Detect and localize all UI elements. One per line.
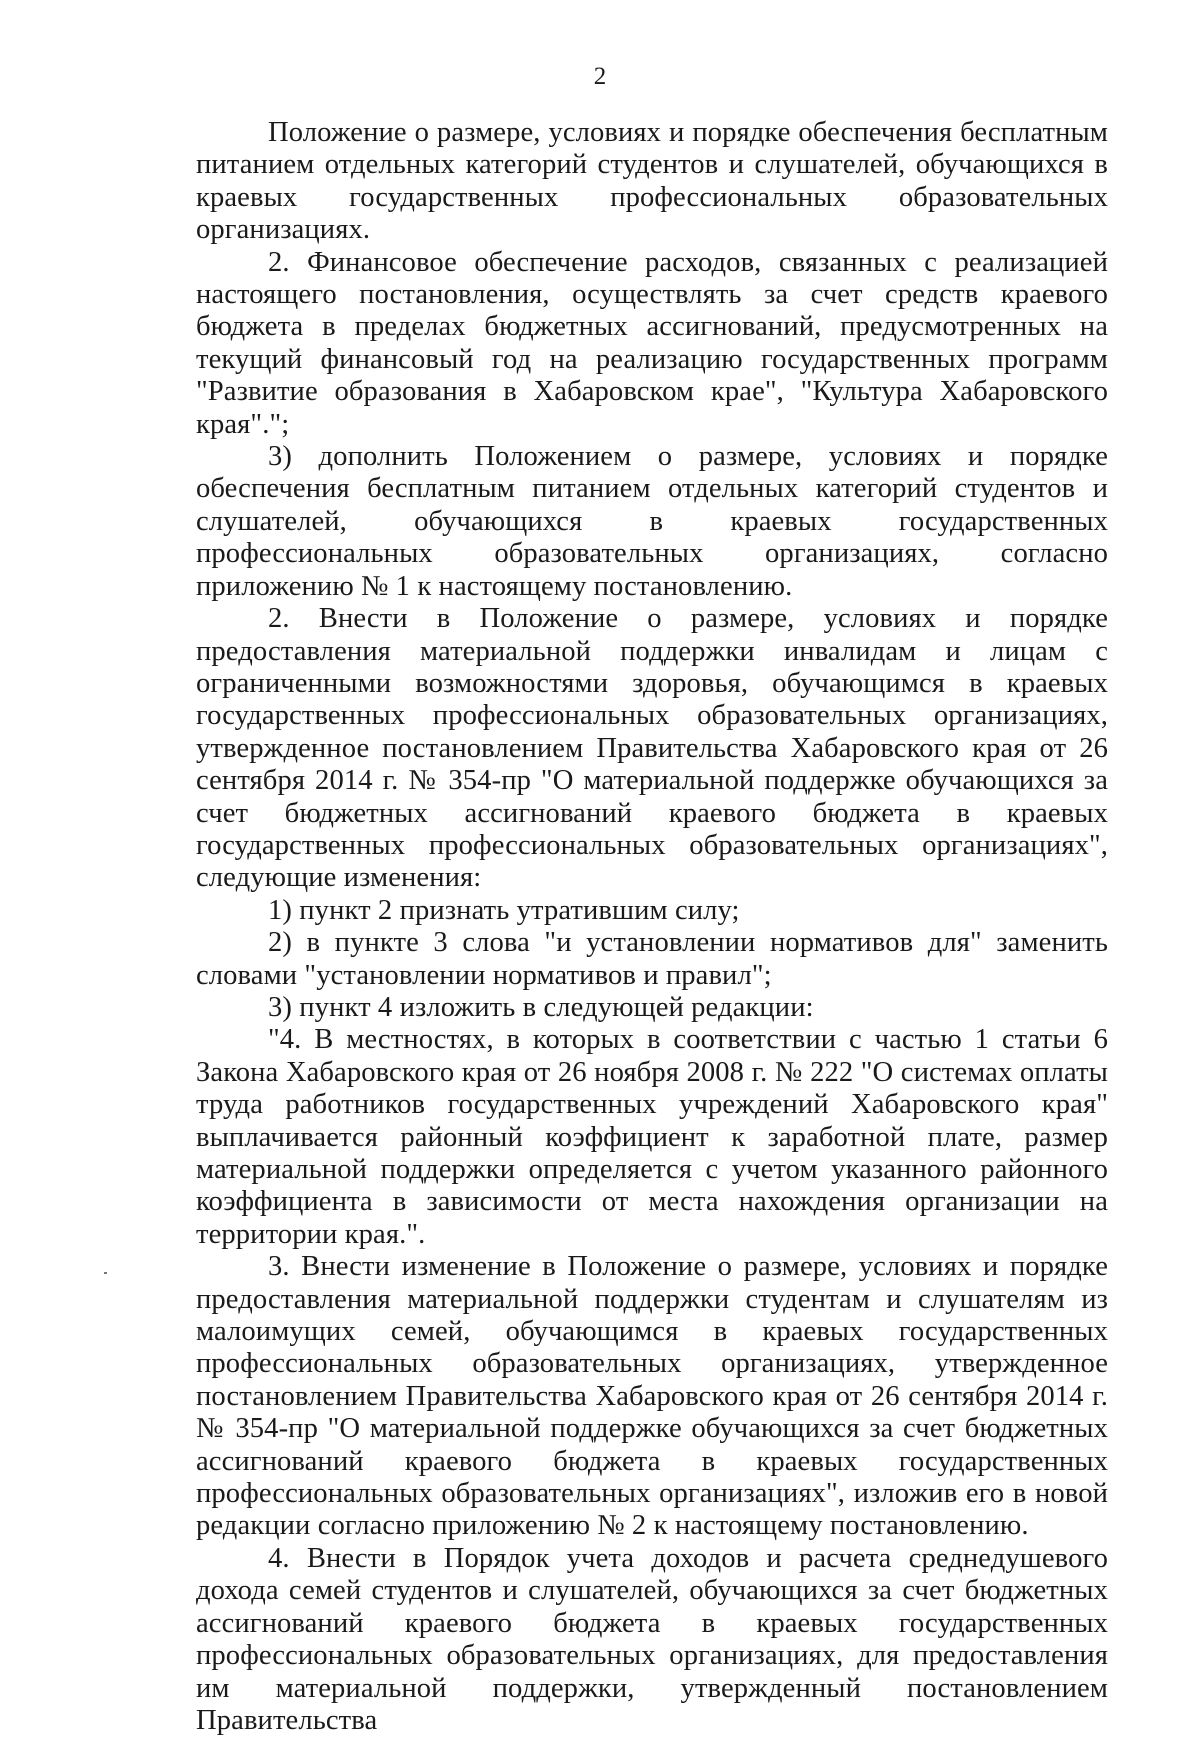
- paragraph-financing: 2. Финансовое обеспечение расходов, связанных с реализацией настоящего постановления, осуществлять за счет средств краевого бюджета в пределах бюджетных ассигнований, предусмотренных на текущий финансовый год на реализацию государственных программ "Развитие образования в Хабаровском крае", "Культура Хабаровского края".";: [196, 246, 1108, 440]
- paragraph-supplement-appendix-1: 3) дополнить Положением о размере, условиях и порядке обеспечения бесплатным питанием отдельных категорий студентов и слушателей, обучающихся в краевых государственных профессиональных образовательных организациях, согласно приложению № 1 к настоящему постановлению.: [196, 441, 1108, 602]
- paragraph-regulation-title: Положение о размере, условиях и порядке обеспечения бесплатным питанием отдельных категорий студентов и слушателей, обучающихся в краевых государственных профессиональных образовательных организациях.: [196, 117, 1108, 246]
- paragraph-item-2-amendments: 2. Внести в Положение о размере, условиях и порядке предоставления материальной поддержки инвалидам и лицам с ограниченными возможностями здоровья, обучающимся в краевых государственных профессиональных образовательных организациях, утвержденное постановлением Правительства Хабаровского края от 26 сентября 2014 г. № 354-пр "О материальной поддержке обучающихся за счет бюджетных ассигнований краевого бюджета в краевых государственных профессиональных образовательных организациях", следующие изменения:: [196, 603, 1108, 894]
- paragraph-subitem-2: 2) в пункте 3 слова "и установлении нормативов для" заменить словами "установлении нормативов и правил";: [196, 927, 1108, 991]
- paragraph-subitem-1: 1) пункт 2 признать утратившим силу;: [268, 894, 740, 926]
- scan-artifact: [104, 1272, 107, 1274]
- paragraph-new-item-4: "4. В местностях, в которых в соответствии с частью 1 статьи 6 Закона Хабаровского края от 26 ноября 2008 г. № 222 "О системах оплаты труда работников государственных учреждений Хабаровского края" выплачивается районный коэффициент к заработной плате, размер материальной поддержки определяется с учетом указанного районного коэффициента в зависимости от места нахождения организации на территории края.".: [196, 1024, 1108, 1250]
- page-number: 2: [593, 63, 607, 90]
- paragraph-subitem-3: 3) пункт 4 изложить в следующей редакции:: [268, 991, 814, 1023]
- paragraph-item-3-amendment: 3. Внести изменение в Положение о размере, условиях и порядке предоставления материальной поддержки студентам и слушателям из малоимущих семей, обучающимся в краевых государственных профессиональных образовательных организациях, утвержденное постановлением Правительства Хабаровского края от 26 сентября 2014 г. № 354-пр "О материальной поддержке обучающихся за счет бюджетных ассигнований краевого бюджета в краевых государственных профессиональных образовательных организациях", изложив его в новой редакции согласно приложению № 2 к настоящему постановлению.: [196, 1251, 1108, 1542]
- document-body: [196, 117, 1108, 1737]
- paragraph-item-4-income-order: 4. Внести в Порядок учета доходов и расчета среднедушевого дохода семей студентов и слушателей, обучающихся за счет бюджетных ассигнований краевого бюджета в краевых государственных профессиональных образовательных организациях, для предоставления им материальной поддержки, утвержденный постановлением Правительства: [196, 1542, 1108, 1736]
